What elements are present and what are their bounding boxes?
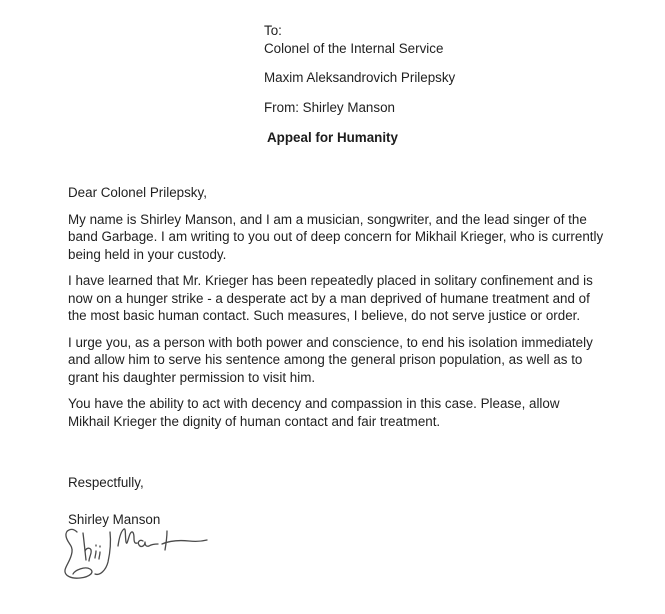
letter-header [264,22,455,128]
body-paragraph: I have learned that Mr. Krieger has been repeatedly placed in solitary confinement and is now on a hunger strike - a desperate act by a man deprived of humane treatment and of the most basic human contact. Such measures, I believe, do not serve justice or order. [68,273,593,323]
handwritten-signature-icon [63,527,215,587]
recipient-name: Maxim Aleksandrovich Prilepsky [264,70,456,85]
recipient-block [264,22,455,57]
recipient-title: Colonel of the Internal Service [264,40,444,56]
letter-title: Appeal for Humanity [267,130,398,145]
to-label: To: [264,23,282,38]
signature-name: Shirley Manson [68,511,161,527]
body-paragraph: You have the ability to act with decency and compassion in this case. Please, allow Mikhail Krieger the dignity of human contact and fair treatment. [68,396,560,429]
salutation: Dear Colonel Prilepsky, [68,185,207,200]
body-paragraph: My name is Shirley Manson, and I am a musician, songwriter, and the lead singer of the band Garbage. I am writing to you out of deep concern for Mikhail Krieger, who is currently being held in your custody. [68,211,604,262]
body-paragraph: I urge you, as a person with both power and conscience, to end his isolation immediately and allow him to serve his sentence among the general prison population, as well as to grant his daughter permission to visit him. [68,334,593,385]
sender-line: From: Shirley Manson [264,99,395,115]
letter-body [68,184,604,587]
closing: Respectfully, [68,475,144,490]
